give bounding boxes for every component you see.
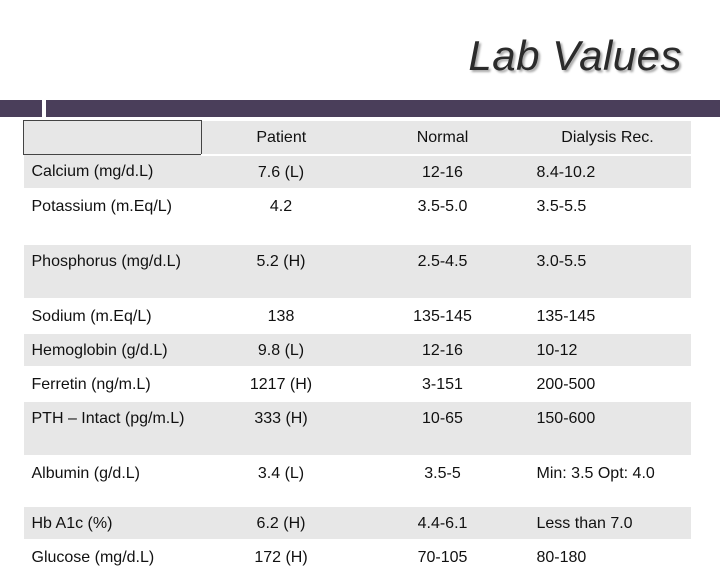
row-label: Hemoglobin (g/d.L) (24, 333, 202, 367)
patient-value: 4.2 (202, 189, 361, 244)
lab-values-table (23, 120, 691, 575)
dialysis-rec-range: 135-145 (525, 299, 691, 333)
patient-value: 3.4 (L) (202, 456, 361, 506)
row-label: Glucose (mg/d.L) (24, 540, 202, 574)
normal-range: 12-16 (361, 333, 525, 367)
patient-value: 172 (H) (202, 540, 361, 574)
dialysis-rec-range: Min: 3.5 Opt: 4.0 (525, 456, 691, 506)
normal-range: 3.5-5.0 (361, 189, 525, 244)
normal-range: 10-65 (361, 401, 525, 456)
table-header-row (24, 121, 691, 155)
row-label: Hb A1c (%) (24, 506, 202, 540)
accent-bar-left (0, 100, 42, 117)
patient-value: 6.2 (H) (202, 506, 361, 540)
table-row (24, 401, 691, 456)
dialysis-rec-range: 150-600 (525, 401, 691, 456)
dialysis-rec-range: 3.0-5.5 (525, 244, 691, 299)
table-row (24, 189, 691, 244)
dialysis-rec-range: Less than 7.0 (525, 506, 691, 540)
normal-range: 12-16 (361, 155, 525, 189)
normal-range: 135-145 (361, 299, 525, 333)
dialysis-rec-range: 10-12 (525, 333, 691, 367)
header-dialysis-rec: Dialysis Rec. (525, 121, 691, 155)
normal-range: 3.5-5 (361, 456, 525, 506)
patient-value: 138 (202, 299, 361, 333)
row-label: PTH – Intact (pg/m.L) (24, 401, 202, 456)
row-label: Albumin (g/d.L) (24, 456, 202, 506)
patient-value: 333 (H) (202, 401, 361, 456)
table-row (24, 506, 691, 540)
accent-bar-right (46, 100, 720, 117)
normal-range: 4.4-6.1 (361, 506, 525, 540)
lab-values-table-container (23, 120, 690, 566)
normal-range: 2.5-4.5 (361, 244, 525, 299)
patient-value: 9.8 (L) (202, 333, 361, 367)
header-empty-cell (24, 121, 202, 155)
table-row (24, 456, 691, 506)
normal-range: 70-105 (361, 540, 525, 574)
dialysis-rec-range: 8.4-10.2 (525, 155, 691, 189)
dialysis-rec-range: 80-180 (525, 540, 691, 574)
patient-value: 5.2 (H) (202, 244, 361, 299)
table-row (24, 367, 691, 401)
table-row (24, 333, 691, 367)
header-patient: Patient (202, 121, 361, 155)
table-row (24, 299, 691, 333)
dialysis-rec-range: 3.5-5.5 (525, 189, 691, 244)
patient-value: 7.6 (L) (202, 155, 361, 189)
table-row (24, 540, 691, 574)
table-row (24, 244, 691, 299)
slide-title: Lab Values (468, 32, 682, 79)
row-label: Sodium (m.Eq/L) (24, 299, 202, 333)
header-normal: Normal (361, 121, 525, 155)
row-label: Phosphorus (mg/d.L) (24, 244, 202, 299)
row-label: Calcium (mg/d.L) (24, 155, 202, 189)
table-row (24, 155, 691, 189)
patient-value: 1217 (H) (202, 367, 361, 401)
row-label: Ferretin (ng/m.L) (24, 367, 202, 401)
dialysis-rec-range: 200-500 (525, 367, 691, 401)
row-label: Potassium (m.Eq/L) (24, 189, 202, 244)
normal-range: 3-151 (361, 367, 525, 401)
